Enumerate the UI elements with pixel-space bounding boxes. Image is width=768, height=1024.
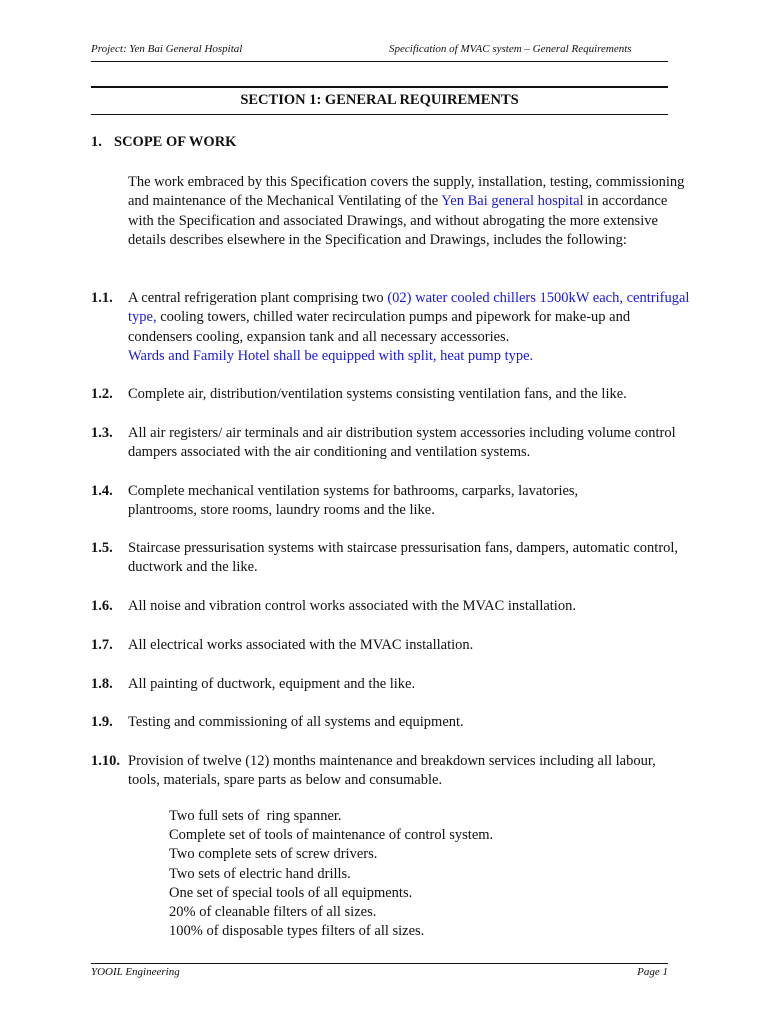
item-number: 1.6. bbox=[91, 598, 113, 614]
footer-rule bbox=[91, 963, 668, 964]
intro-paragraph bbox=[128, 173, 688, 250]
list-item: 20% of cleanable filters of all sizes. bbox=[169, 904, 377, 921]
item-1-10 bbox=[91, 752, 691, 791]
item-text: Complete mechanical ventilation systems for bathrooms, carparks, lavatories, plantrooms, store rooms, laundry rooms and the like. bbox=[128, 483, 579, 519]
list-item: Two sets of electric hand drills. bbox=[169, 865, 351, 882]
item-text: All electrical works associated with the MVAC installation. bbox=[128, 637, 474, 653]
list-item: One set of special tools of all equipments. bbox=[169, 884, 413, 901]
intro-highlight: Yen Bai general hospital bbox=[441, 193, 584, 210]
list-item: Two full sets of ring spanner. bbox=[169, 808, 342, 824]
item-highlight-wards: Wards and Family Hotel shall be equipped with split, heat pump type. bbox=[128, 347, 534, 364]
item-number: 1.1. bbox=[91, 290, 113, 306]
item-number: 1.10. bbox=[91, 753, 120, 769]
section-title: SECTION 1: GENERAL REQUIREMENTS bbox=[240, 92, 519, 108]
item-number: 1.3. bbox=[91, 425, 113, 441]
item-highlight-chillers: (02) water cooled chillers 1500kW each, centrifugal type, bbox=[128, 290, 690, 326]
title-rule-bottom bbox=[91, 114, 668, 115]
item-1-2 bbox=[91, 385, 691, 404]
header-spec: Specification of MVAC system – General Requirements bbox=[389, 43, 632, 55]
scope-heading bbox=[91, 134, 236, 151]
item-text: Testing and commissioning of all systems and equipment. bbox=[128, 714, 464, 730]
header-rule bbox=[91, 61, 668, 62]
item-text bbox=[128, 289, 691, 366]
footer-company: YOOIL Engineering bbox=[91, 966, 180, 978]
item-text-part: A central refrigeration plant comprising two bbox=[128, 290, 388, 306]
header-project: Project: Yen Bai General Hospital bbox=[91, 43, 243, 55]
item-1-5 bbox=[91, 539, 691, 578]
item-1-7 bbox=[91, 636, 691, 655]
item-number: 1.5. bbox=[91, 540, 113, 556]
item-text: All noise and vibration control works associated with the MVAC installation. bbox=[128, 598, 576, 614]
item-text: All painting of ductwork, equipment and the like. bbox=[128, 676, 416, 692]
item-text-part: cooling towers, chilled water recirculation pumps and pipework for make-up and condensers cooling, expansion tank and all necessary accessories. bbox=[128, 309, 631, 345]
tools-list bbox=[169, 807, 493, 941]
item-1-9 bbox=[91, 713, 691, 732]
item-text: All air registers/ air terminals and air distribution system accessories including volume control dampers associated with the air conditioning and ventilation systems. bbox=[128, 425, 676, 461]
item-1-6 bbox=[91, 597, 691, 616]
item-text: Staircase pressurisation systems with staircase pressurisation fans, dampers, automatic control, ductwork and the like. bbox=[128, 540, 679, 576]
item-number: 1.4. bbox=[91, 483, 113, 499]
item-1-3 bbox=[91, 424, 691, 463]
item-1-4 bbox=[91, 482, 691, 521]
item-1-1 bbox=[91, 289, 691, 366]
item-number: 1.2. bbox=[91, 386, 113, 402]
heading-text: SCOPE OF WORK bbox=[114, 134, 237, 150]
item-number: 1.8. bbox=[91, 676, 113, 692]
page-header bbox=[91, 43, 668, 59]
intro-text-1: The work embraced by this Specification covers the supply, installation, testing, commissioning and maintenance of the Mechanical Ventilating of the bbox=[128, 174, 685, 210]
intro-text-2: in accordance with the Specification and associated Drawings, and without abrogating the more extensive details describes elsewhere in the Specification and Drawings, includes the following: bbox=[128, 193, 668, 248]
item-text: Provision of twelve (12) months maintenance and breakdown services including all labour, tools, materials, spare parts as below and consumable. bbox=[128, 753, 656, 789]
item-text: Complete air, distribution/ventilation systems consisting ventilation fans, and the like. bbox=[128, 386, 627, 402]
title-rule-top bbox=[91, 86, 668, 88]
footer-page-number: Page 1 bbox=[637, 966, 668, 978]
item-number: 1.9. bbox=[91, 714, 113, 730]
list-item: 100% of disposable types filters of all sizes. bbox=[169, 923, 425, 940]
heading-number: 1. bbox=[91, 134, 102, 150]
list-item: Two complete sets of screw drivers. bbox=[169, 846, 378, 863]
item-1-8 bbox=[91, 675, 691, 694]
list-item: Complete set of tools of maintenance of control system. bbox=[169, 827, 494, 844]
item-number: 1.7. bbox=[91, 637, 113, 653]
